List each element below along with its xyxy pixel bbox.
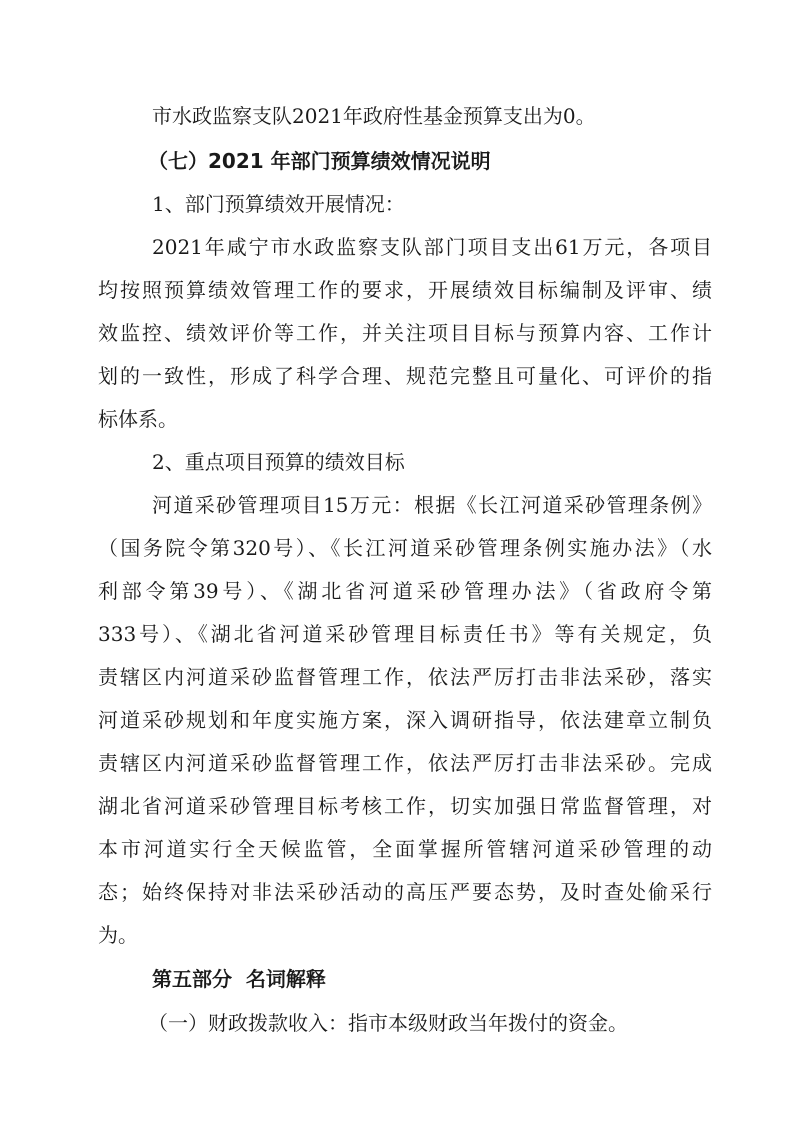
paragraph-1-line-4: 划的一致性，形成了科学合理、规范完整且可量化、可评价的指: [98, 364, 712, 388]
paragraph-2-line-6: 河道采砂规划和年度实施方案，深入调研指导，依法建章立制负: [98, 708, 712, 732]
paragraph-2-line-4: 333号）、《湖北省河道采砂管理目标责任书》等有关规定，负: [98, 622, 712, 646]
paragraph-1-line-1: 2021年咸宁市水政监察支队部门项目支出61万元，各项目: [152, 235, 712, 259]
part-five-heading: 第五部分 名词解释: [152, 967, 326, 991]
paragraph-2-line-7: 责辖区内河道采砂监督管理工作，依法严厉打击非法采砂。完成: [98, 751, 712, 775]
paragraph-2-line-5: 责辖区内河道采砂监督管理工作，依法严厉打击非法采砂，落实: [98, 665, 712, 689]
paragraph-1-line-3: 效监控、绩效评价等工作，并关注项目目标与预算内容、工作计: [98, 321, 712, 345]
definition-line-1: （一）财政拨款收入：指市本级财政当年拨付的资金。: [148, 1011, 628, 1035]
paragraph-1-line-5: 标体系。: [98, 407, 178, 431]
subheading-1: 1、部门预算绩效开展情况：: [152, 192, 405, 216]
text-line-1: 市水政监察支队2021年政府性基金预算支出为0。: [152, 104, 596, 128]
subheading-2: 2、重点项目预算的绩效目标: [152, 450, 405, 474]
paragraph-2-line-11: 为。: [98, 923, 138, 947]
paragraph-1-line-2: 均按照预算绩效管理工作的要求，开展绩效目标编制及评审、绩: [98, 278, 712, 302]
section-heading-7: （七）2021 年部门预算绩效情况说明: [148, 149, 491, 173]
paragraph-2-line-8: 湖北省河道采砂管理目标考核工作，切实加强日常监督管理，对: [98, 794, 712, 818]
paragraph-2-line-3: 利部令第39号）、《湖北省河道采砂管理办法》（省政府令第: [98, 579, 712, 603]
paragraph-2-line-1: 河道采砂管理项目15万元：根据《长江河道采砂管理条例》: [152, 493, 712, 517]
paragraph-2-line-9: 本市河道实行全天候监管，全面掌握所管辖河道采砂管理的动: [98, 837, 712, 861]
paragraph-2-line-10: 态；始终保持对非法采砂活动的高压严要态势，及时查处偷采行: [98, 880, 712, 904]
paragraph-2-line-2: （国务院令第320号）、《长江河道采砂管理条例实施办法》（水: [98, 536, 712, 560]
